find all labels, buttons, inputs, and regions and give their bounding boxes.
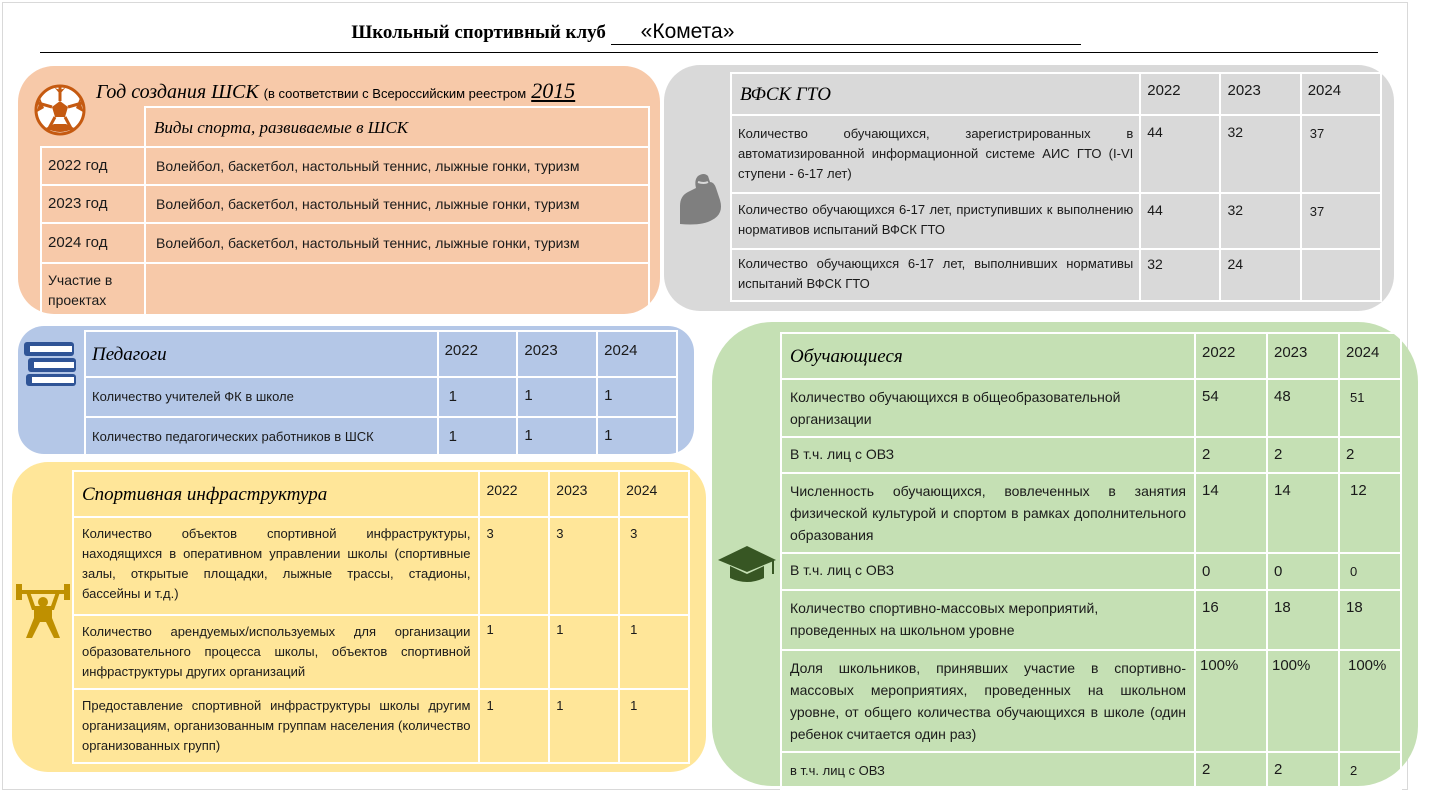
projects-label: Участие в проектах (41, 263, 145, 317)
gto-row-label: Количество обучающихся 6-17 лет, выполнивших нормативы испытаний ВФСК ГТО (731, 249, 1140, 301)
students-row-label: Численность обучающихся, вовлеченных в занятия физической культурой и спортом в рамках дополнительного образования (781, 473, 1195, 553)
founding-label: Год создания ШСК (96, 81, 259, 103)
gto-row-label: Количество обучающихся 6-17 лет, приступивших к выполнению нормативов испытаний ВФСК ГТО (731, 193, 1140, 249)
gto-table (730, 72, 1382, 302)
infra-row-label: Предоставление спортивной инфраструктуры школы другим организациям, организованным группам населения (количество организованных групп) (73, 689, 479, 763)
infra-row-label: Количество арендуемых/используемых для организации образовательного процесса школы, объектов спортивной инфраструктуры других организаций (73, 615, 479, 689)
teachers-cell: 1 (438, 417, 518, 457)
sports-row-value: Волейбол, баскетбол, настольный теннис, лыжные гонки, туризм (145, 185, 649, 223)
teachers-table (84, 330, 678, 458)
students-cell: 2 (1267, 752, 1339, 789)
gto-cell: 32 (1220, 115, 1300, 193)
page-title-text: Школьный спортивный клуб (351, 22, 606, 43)
title-rule (40, 52, 1378, 53)
students-cell: 0 (1339, 553, 1401, 590)
sports-row-label: 2024 год (41, 223, 145, 263)
infra-table (72, 470, 690, 764)
infra-year-header: 2022 (479, 471, 549, 517)
graduation-cap-icon (716, 544, 778, 584)
teachers-row-label: Количество учителей ФК в школе (85, 377, 438, 417)
infra-year-header: 2023 (549, 471, 619, 517)
students-cell: 2 (1267, 437, 1339, 473)
infra-cell: 1 (549, 689, 619, 763)
teachers-cell: 1 (438, 377, 518, 417)
infra-cell: 3 (479, 517, 549, 615)
gto-cell (1301, 249, 1381, 301)
club-name: «Комета» (611, 20, 1081, 45)
teachers-cell: 1 (517, 417, 597, 457)
students-cell: 100% (1267, 650, 1339, 752)
founding-note: (в соответствии с Всероссийским реестром (263, 86, 527, 101)
infra-cell: 1 (479, 615, 549, 689)
students-cell: 100% (1195, 650, 1267, 752)
projects-value (145, 263, 649, 317)
students-row-label: Количество спортивно-массовых мероприятий, проведенных на школьном уровне (781, 590, 1195, 650)
infra-cell: 1 (479, 689, 549, 763)
page-title (0, 20, 1432, 45)
infra-year-header: 2024 (619, 471, 689, 517)
infra-cell: 1 (619, 689, 689, 763)
gto-cell: 37 (1301, 115, 1381, 193)
sports-table (40, 106, 650, 318)
infra-row-label: Количество объектов спортивной инфраструктуры, находящихся в оперативном управлении школы (спортивные залы, открытые площадки, лыжные трассы, стадионы, бассейны и т.д.) (73, 517, 479, 615)
sports-row-label: 2023 год (41, 185, 145, 223)
infra-cell: 3 (549, 517, 619, 615)
infra-cell: 3 (619, 517, 689, 615)
students-cell: 2 (1339, 752, 1401, 789)
teachers-cell: 1 (517, 377, 597, 417)
infra-cell: 1 (549, 615, 619, 689)
students-cell: 2 (1195, 752, 1267, 789)
students-cell: 0 (1267, 553, 1339, 590)
students-cell: 2 (1339, 437, 1401, 473)
founding-year: 2015 (531, 78, 576, 103)
students-year-header: 2022 (1195, 333, 1267, 379)
gto-cell: 44 (1140, 115, 1220, 193)
gto-year-header: 2023 (1220, 73, 1300, 115)
gto-cell: 32 (1140, 249, 1220, 301)
teachers-year-header: 2022 (438, 331, 518, 377)
students-title: Обучающиеся (781, 333, 1195, 379)
flexed-arm-icon (674, 170, 726, 228)
infra-cell: 1 (619, 615, 689, 689)
gto-cell: 44 (1140, 193, 1220, 249)
students-cell: 48 (1267, 379, 1339, 437)
students-cell: 16 (1195, 590, 1267, 650)
students-cell: 2 (1195, 437, 1267, 473)
teachers-cell: 1 (597, 417, 677, 457)
teachers-row-label: Количество педагогических работников в ШСК (85, 417, 438, 457)
students-row-label: В т.ч. лиц с ОВЗ (781, 437, 1195, 473)
students-cell: 18 (1267, 590, 1339, 650)
sports-table-corner (41, 107, 145, 147)
students-cell: 54 (1195, 379, 1267, 437)
books-icon (22, 336, 80, 390)
students-row-label: Доля школьников, принявших участие в спортивно-массовых мероприятиях, проведенных на школьном уровне, от общего количества обучающихся в школе (один ребенок считается один раз) (781, 650, 1195, 752)
gto-title: ВФСК ГТО (731, 73, 1140, 115)
gto-cell: 37 (1301, 193, 1381, 249)
students-year-header: 2023 (1267, 333, 1339, 379)
students-cell: 100% (1339, 650, 1401, 752)
students-cell: 14 (1267, 473, 1339, 553)
gto-row-label: Количество обучающихся, зарегистрированных в автоматизированной информационной системе АИС ГТО (I-VI ступени - 6-17 лет) (731, 115, 1140, 193)
students-table (780, 332, 1402, 790)
teachers-cell: 1 (597, 377, 677, 417)
students-cell: 0 (1195, 553, 1267, 590)
teachers-year-header: 2024 (597, 331, 677, 377)
sports-row-value: Волейбол, баскетбол, настольный теннис, лыжные гонки, туризм (145, 147, 649, 185)
students-cell: 51 (1339, 379, 1401, 437)
sports-header: Виды спорта, развиваемые в ШСК (145, 107, 649, 147)
teachers-title: Педагоги (85, 331, 438, 377)
students-row-label: Количество обучающихся в общеобразовательной организации (781, 379, 1195, 437)
gto-year-header: 2022 (1140, 73, 1220, 115)
students-year-header: 2024 (1339, 333, 1401, 379)
teachers-year-header: 2023 (517, 331, 597, 377)
students-cell: 18 (1339, 590, 1401, 650)
gto-cell: 32 (1220, 193, 1300, 249)
gto-cell: 24 (1220, 249, 1300, 301)
students-row-label: в т.ч. лиц с ОВЗ (781, 752, 1195, 789)
weightlifter-icon (14, 582, 72, 640)
students-row-label: В т.ч. лиц с ОВЗ (781, 553, 1195, 590)
students-cell: 14 (1195, 473, 1267, 553)
gto-year-header: 2024 (1301, 73, 1381, 115)
founding-year-line (96, 78, 575, 104)
sports-row-label: 2022 год (41, 147, 145, 185)
infra-title: Спортивная инфраструктура (73, 471, 479, 517)
sports-row-value: Волейбол, баскетбол, настольный теннис, лыжные гонки, туризм (145, 223, 649, 263)
students-cell: 12 (1339, 473, 1401, 553)
